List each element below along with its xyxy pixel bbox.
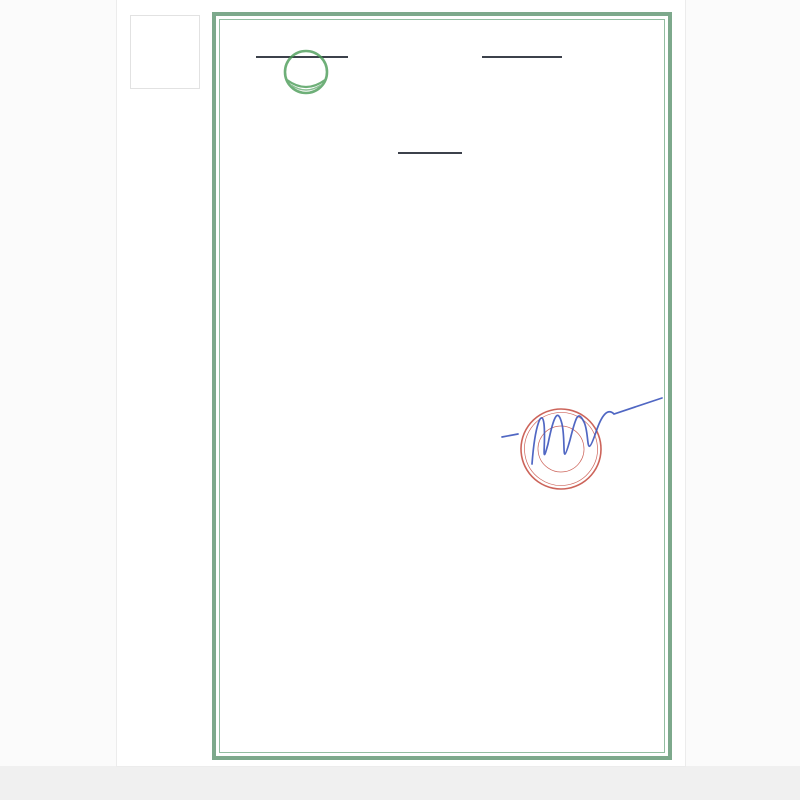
certificate-body	[222, 174, 665, 195]
title-block	[216, 110, 668, 115]
qr-code	[130, 15, 200, 89]
certificate-paper	[117, 0, 685, 766]
scan-background-strip	[0, 766, 800, 800]
issuing-agency-block	[216, 24, 366, 26]
phone-fax-line	[222, 177, 665, 192]
national-header-block	[406, 22, 638, 25]
vfa-logo	[278, 44, 334, 100]
title-underline	[398, 152, 462, 154]
certificate-frame	[212, 12, 672, 760]
motto-underline	[482, 56, 562, 58]
handwritten-signature	[480, 368, 680, 483]
qr-code-image	[137, 23, 193, 81]
